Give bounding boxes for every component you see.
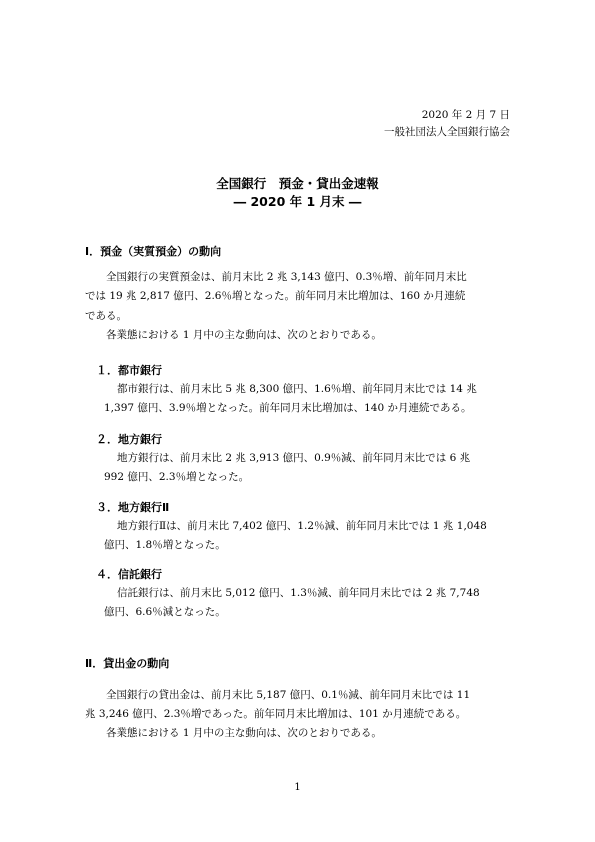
date-line: 2020 年 2 月 7 日 — [421, 109, 510, 121]
subsection-heading-city-banks: １．都市銀行 — [96, 364, 162, 377]
document-subtitle: ― 2020 年 1 月末 ― — [233, 194, 362, 209]
document-title: 全国銀行 預金・貸出金速報 — [216, 176, 379, 191]
organization-name: 一般社団法人全国銀行協会 — [384, 126, 510, 138]
paragraph-line: 兆 3,246 億円、2.3％増であった。前年同月末比増加は、101 か月連続である。 — [85, 708, 467, 720]
paragraph-line: 地方銀行は、前月末比 2 兆 3,913 億円、0.9％減、前年同月末比では 6 兆 — [117, 452, 471, 464]
subsection-heading-regional-banks-ii: ３．地方銀行Ⅱ — [96, 501, 170, 514]
paragraph-line: 各業態における 1 月中の主な動向は、次のとおりである。 — [106, 727, 382, 739]
section-heading-loans: Ⅱ．貸出金の動向 — [85, 657, 170, 670]
paragraph-line: 地方銀行Ⅱは、前月末比 7,402 億円、1.2％減、前年同月末比では 1 兆 1,048 — [117, 520, 487, 532]
paragraph-line: 1,397 億円、3.9％増となった。前年同月末比増加は、140 か月連続である。 — [104, 402, 472, 414]
paragraph-line: 992 億円、2.3％増となった。 — [104, 471, 250, 483]
paragraph-line: 全国銀行の実質預金は、前月末比 2 兆 3,143 億円、0.3％増、前年同月末比 — [106, 271, 467, 283]
page-number: 1 — [294, 782, 301, 793]
paragraph-line: 億円、1.8％増となった。 — [104, 539, 226, 551]
paragraph-line: 全国銀行の貸出金は、前月末比 5,187 億円、0.1％減、前年同月末比では 11 — [106, 689, 471, 701]
paragraph-line: では 19 兆 2,817 億円、2.6％増となった。前年同月末比増加は、160 か月連続 — [85, 290, 466, 302]
subsection-heading-trust-banks: ４．信託銀行 — [96, 568, 162, 581]
paragraph-line: である。 — [85, 310, 127, 322]
paragraph-line: 都市銀行は、前月末比 5 兆 8,300 億円、1.6％増、前年同月末比では 14 兆 — [117, 383, 477, 395]
section-heading-deposits: Ⅰ．預金（実質預金）の動向 — [85, 245, 222, 258]
paragraph-line: 億円、6.6％減となった。 — [104, 606, 226, 618]
subsection-heading-regional-banks: ２．地方銀行 — [96, 433, 162, 446]
paragraph-line: 各業態における 1 月中の主な動向は、次のとおりである。 — [106, 329, 382, 341]
paragraph-line: 信託銀行は、前月末比 5,012 億円、1.3％減、前年同月末比では 2 兆 7,748 — [117, 587, 480, 599]
